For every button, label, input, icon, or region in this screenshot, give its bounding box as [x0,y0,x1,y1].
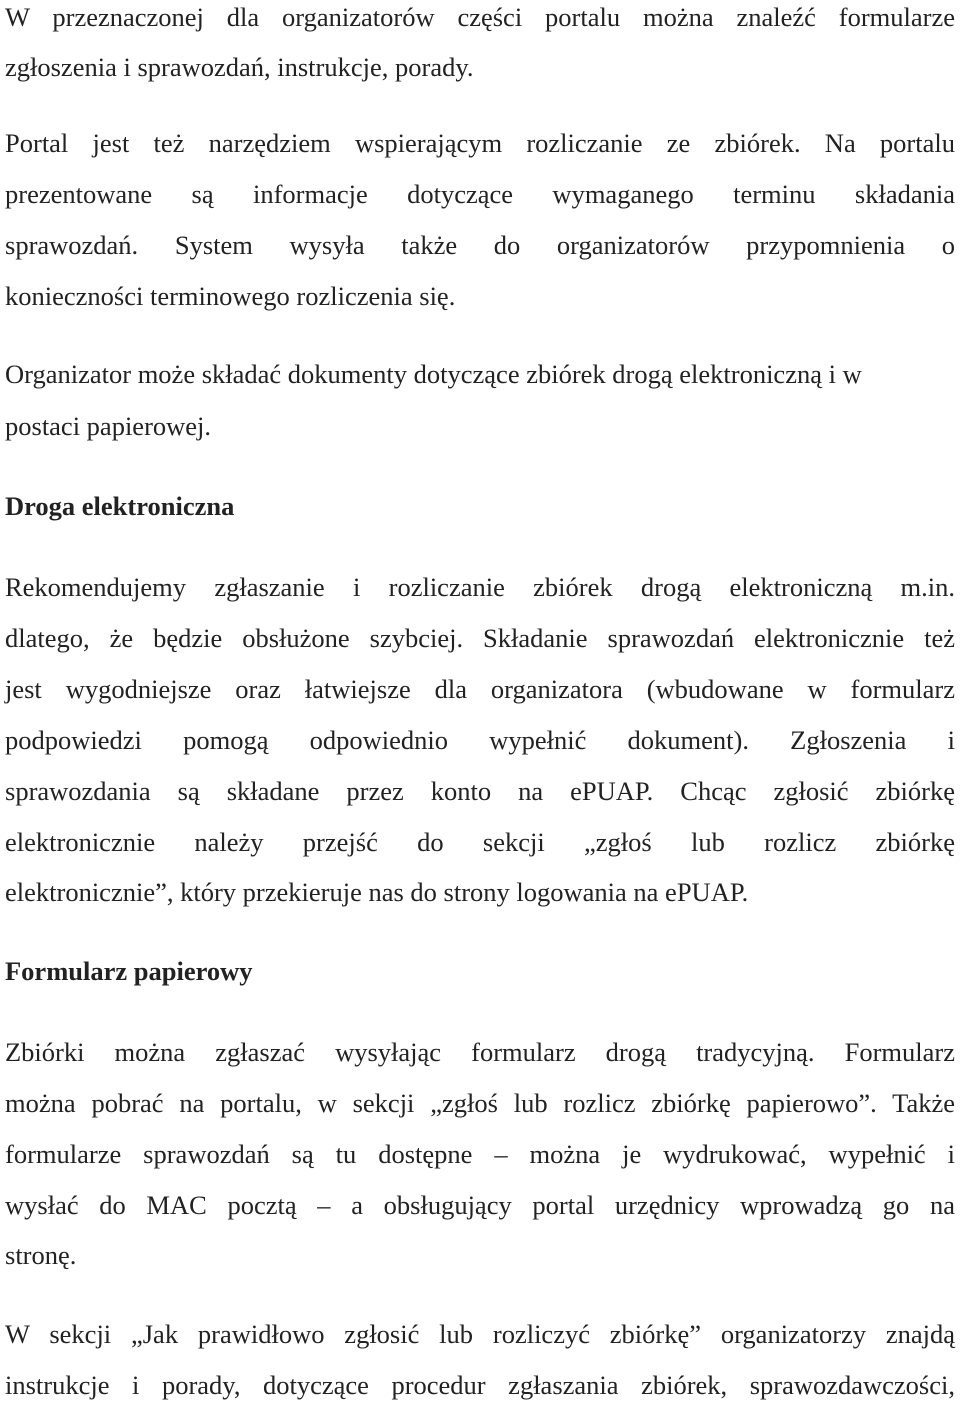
paragraph-3-line-1: Organizator może składać dokumenty dotyczące zbiórek drogą elektroniczną i w [5,359,862,389]
paragraph-1-line-1: W przeznaczonej dla organizatorów części portalu można znaleźć formularze [5,2,955,32]
electronic-line-6: elektronicznie należy przejść do sekcji „zgłoś lub rozlicz zbiórkę [5,827,955,857]
paper-line-1: Zbiórki można zgłaszać wysyłając formularz drogą tradycyjną. Formularz [5,1037,955,1067]
closing-line-1: W sekcji „Jak prawidłowo zgłosić lub rozliczyć zbiórkę” organizatorzy znajdą [5,1319,955,1349]
electronic-line-1: Rekomendujemy zgłaszanie i rozliczanie zbiórek drogą elektroniczną m.in. [5,572,955,602]
paper-line-3: formularze sprawozdań są tu dostępne – można je wydrukować, wypełnić i [5,1139,955,1169]
paper-line-2: można pobrać na portalu, w sekcji „zgłoś lub rozlicz zbiórkę papierowo”. Także [5,1088,955,1118]
paragraph-2-line-4: konieczności terminowego rozliczenia się. [5,281,456,311]
paragraph-2-line-1: Portal jest też narzędziem wspierającym rozliczanie ze zbiórek. Na portalu [5,128,955,158]
closing-line-2: instrukcje i porady, dotyczące procedur zgłaszania zbiórek, sprawozdawczości, [5,1370,955,1400]
paragraph-2-line-2: prezentowane są informacje dotyczące wymaganego terminu składania [5,179,955,209]
paper-line-4: wysłać do MAC pocztą – a obsługujący portal urzędnicy wprowadzą go na [5,1190,955,1220]
electronic-line-7: elektronicznie”, który przekieruje nas do strony logowania na ePUAP. [5,877,749,907]
heading-paper: Formularz papierowy [5,956,253,986]
electronic-line-5: sprawozdania są składane przez konto na ePUAP. Chcąc zgłosić zbiórkę [5,776,955,806]
paragraph-3-line-2: postaci papierowej. [5,411,212,441]
electronic-line-2: dlatego, że będzie obsłużone szybciej. Składanie sprawozdań elektronicznie też [5,623,955,653]
electronic-line-4: podpowiedzi pomogą odpowiednio wypełnić dokument). Zgłoszenia i [5,725,955,755]
paragraph-1-line-2: zgłoszenia i sprawozdań, instrukcje, porady. [5,52,474,82]
paragraph-2-line-3: sprawozdań. System wysyła także do organizatorów przypomnienia o [5,230,955,260]
paper-line-5: stronę. [5,1240,77,1270]
heading-electronic: Droga elektroniczna [5,491,235,521]
electronic-line-3: jest wygodniejsze oraz łatwiejsze dla organizatora (wbudowane w formularz [5,674,955,704]
